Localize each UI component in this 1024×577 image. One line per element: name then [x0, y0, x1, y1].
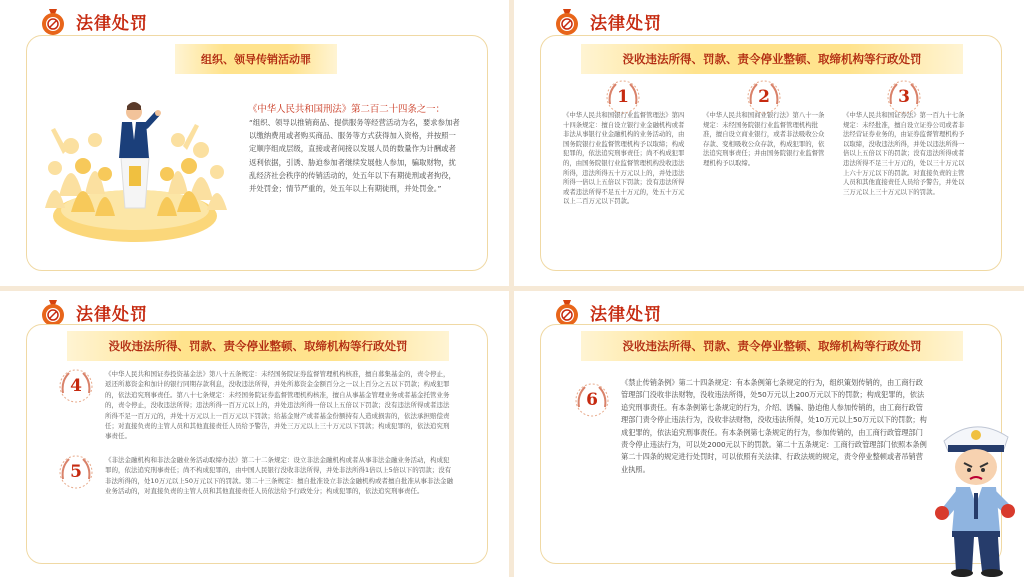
page-title: 法律处罚 — [590, 304, 662, 325]
number-badge: 3 — [885, 78, 923, 116]
law-item-5: 《非法金融机构和非法金融业务活动取缔办法》第二十二条规定：设立非法金融机构或者从事非法金融业务活动，构成犯罪的，依法追究刑事责任；尚不构成犯罪的，由中国人民银行没收非法所得，并处非法所得1倍以上5倍以下的罚款；没有非法所得的，处10万元以上50万元以下的罚款。第二十三条规定：擅自批准设立非法金融机构或者擅自批准从事非法金融业务活动的，对直接负责的主管人员和其他直接责任人员依法给予行政处分；构成犯罪的，依法追究刑事责任。 — [105, 456, 454, 496]
money-bag-icon — [552, 6, 582, 36]
law-text: “组织、领导以推销商品、提供服务等经营活动为名，要求参加者以缴纳费用或者购买商品、服务等方式获得加入资格，并按照一定顺序组成层级，直接或者间接以发展人员的数量作为计酬或者返利依据，引诱、胁迫参加者继续发展他人参加，骗取财物，扰乱经济社会秩序的传销活动的，处五年以下有期徒刑或者拘役，并处罚金；情节严重的，处五年以上有期徒刑，并处罚金。” — [249, 118, 460, 194]
slide-header — [38, 7, 148, 35]
number-badge: 1 — [604, 78, 642, 116]
page-title: 法律处罚 — [76, 13, 148, 34]
money-bag-icon — [38, 6, 68, 36]
police-officer-illustration — [930, 413, 1020, 577]
law-item-1: 《中华人民共和国银行业监督管理法》第四十四条规定：擅自设立银行业金融机构或者非法从事银行业金融机构的业务活动的，由国务院银行业监督管理机构予以取缔；构成犯罪的，依法追究刑事责任；尚不构成犯罪的，由国务院银行业监督管理机构没收违法所得，违法所得五十万元以上的，并处违法所得一倍以上五倍以下罚款；没有违法所得或者违法所得不足五十万元的，处五十万元以上二百万元以下罚款。 — [563, 111, 685, 206]
page-title: 法律处罚 — [590, 13, 662, 34]
law-item-4: 《中华人民共和国证券投资基金法》第八十五条规定：未经国务院证券监督管理机构核准，擅自募集基金的，责令停止，返还所募资金和加计的银行同期存款利息，没收违法所得，并处所募资金金额百分之一以上百分之五以下罚款；构成犯罪的，依法追究刑事责任。第八十七条规定：未经国务院证券监督管理机构核准，擅自从事基金管理业务或者基金托管业务的，责令停止，没收违法所得；违法所得一百万元以上的，并处违法所得一倍以上五倍以下罚款；没有违法所得或者违法所得不足一百万元的，并处十万元以上一百万元以下罚款；给基金财产或者基金份额持有人造成损害的，依法承担赔偿责任；对直接负责的主管人员和其他直接责任人员给予警告，并处三万元以上三十万元以下罚款；构成犯罪的，依法追究刑事责任。 — [105, 370, 450, 441]
number-badge: 4 — [57, 367, 95, 405]
slide-header — [552, 7, 662, 35]
content-card — [540, 35, 1002, 271]
content-card — [26, 324, 488, 564]
law-item-3: 《中华人民共和国证券法》第一百九十七条规定：未经批准，擅自设立证券公司或者非法经营证券业务的，由证券监督管理机构予以取缔，没收违法所得，并处以违法所得一倍以上五倍以下的罚款；没有违法所得或者违法所得不足三十万元的，处以三十万元以上六十万元以下的罚款。对直接负责的主管人员和其他直接责任人员给予警告，并处以三万元以上三十万元以下的罚款。 — [843, 111, 965, 196]
page-title: 法律处罚 — [76, 304, 148, 325]
money-bag-icon — [552, 297, 582, 327]
law-item-2: 《中华人民共和国商业银行法》第八十一条规定：未经国务院银行业监督管理机构批准，擅自设立商业银行，或者非法吸收公众存款、变相吸收公众存款，构成犯罪的，依法追究刑事责任；并由国务院银行业监督管理机构予以取缔。 — [703, 111, 825, 167]
number-badge: 2 — [745, 78, 783, 116]
money-bag-icon — [38, 297, 68, 327]
slide-panel-3[interactable] — [0, 291, 509, 577]
slide-panel-2[interactable] — [514, 0, 1024, 286]
section-banner: 没收违法所得、罚款、责令停业整顿、取缔机构等行政处罚 — [581, 44, 963, 74]
slide-header — [552, 298, 662, 326]
crowd-illustration — [33, 88, 233, 248]
section-banner: 没收违法所得、罚款、责令停业整顿、取缔机构等行政处罚 — [67, 331, 449, 361]
section-banner: 没收违法所得、罚款、责令停业整顿、取缔机构等行政处罚 — [581, 331, 963, 361]
number-badge: 5 — [57, 453, 95, 491]
slide-panel-1[interactable] — [0, 0, 509, 286]
slide-panel-4[interactable] — [514, 291, 1024, 577]
law-item-6: 《禁止传销条例》第二十四条规定：有本条例第七条规定的行为，组织策划传销的，由工商行政管理部门没收非法财物，没收违法所得，处50万元以上200万元以下的罚款；构成犯罪的，依法追究刑事责任。有本条例第七条规定的行为，介绍、诱骗、胁迫他人参加传销的，由工商行政管理部门责令停止违法行为，没收非法财物，没收违法所得，处10万元以上50万元以下的罚款；构成犯罪的，依法追究刑事责任。有本条例第七条规定的行为，参加传销的，由工商行政管理部门责令停止违法行为，可以处2000元以下的罚款。第二十五条规定：工商行政管理部门依照本条例第二十四条的规定进行处罚时，可以依照有关法律、行政法规的规定，责令停业整顿或者吊销营业执照。 — [621, 378, 927, 474]
quote-title: 《中华人民共和国刑法》第二百二十四条之一： — [248, 104, 445, 115]
content-card — [26, 35, 488, 271]
slide-header — [38, 298, 148, 326]
section-banner: 组织、领导传销活动罪 — [175, 44, 337, 74]
number-badge: 6 — [573, 381, 611, 419]
